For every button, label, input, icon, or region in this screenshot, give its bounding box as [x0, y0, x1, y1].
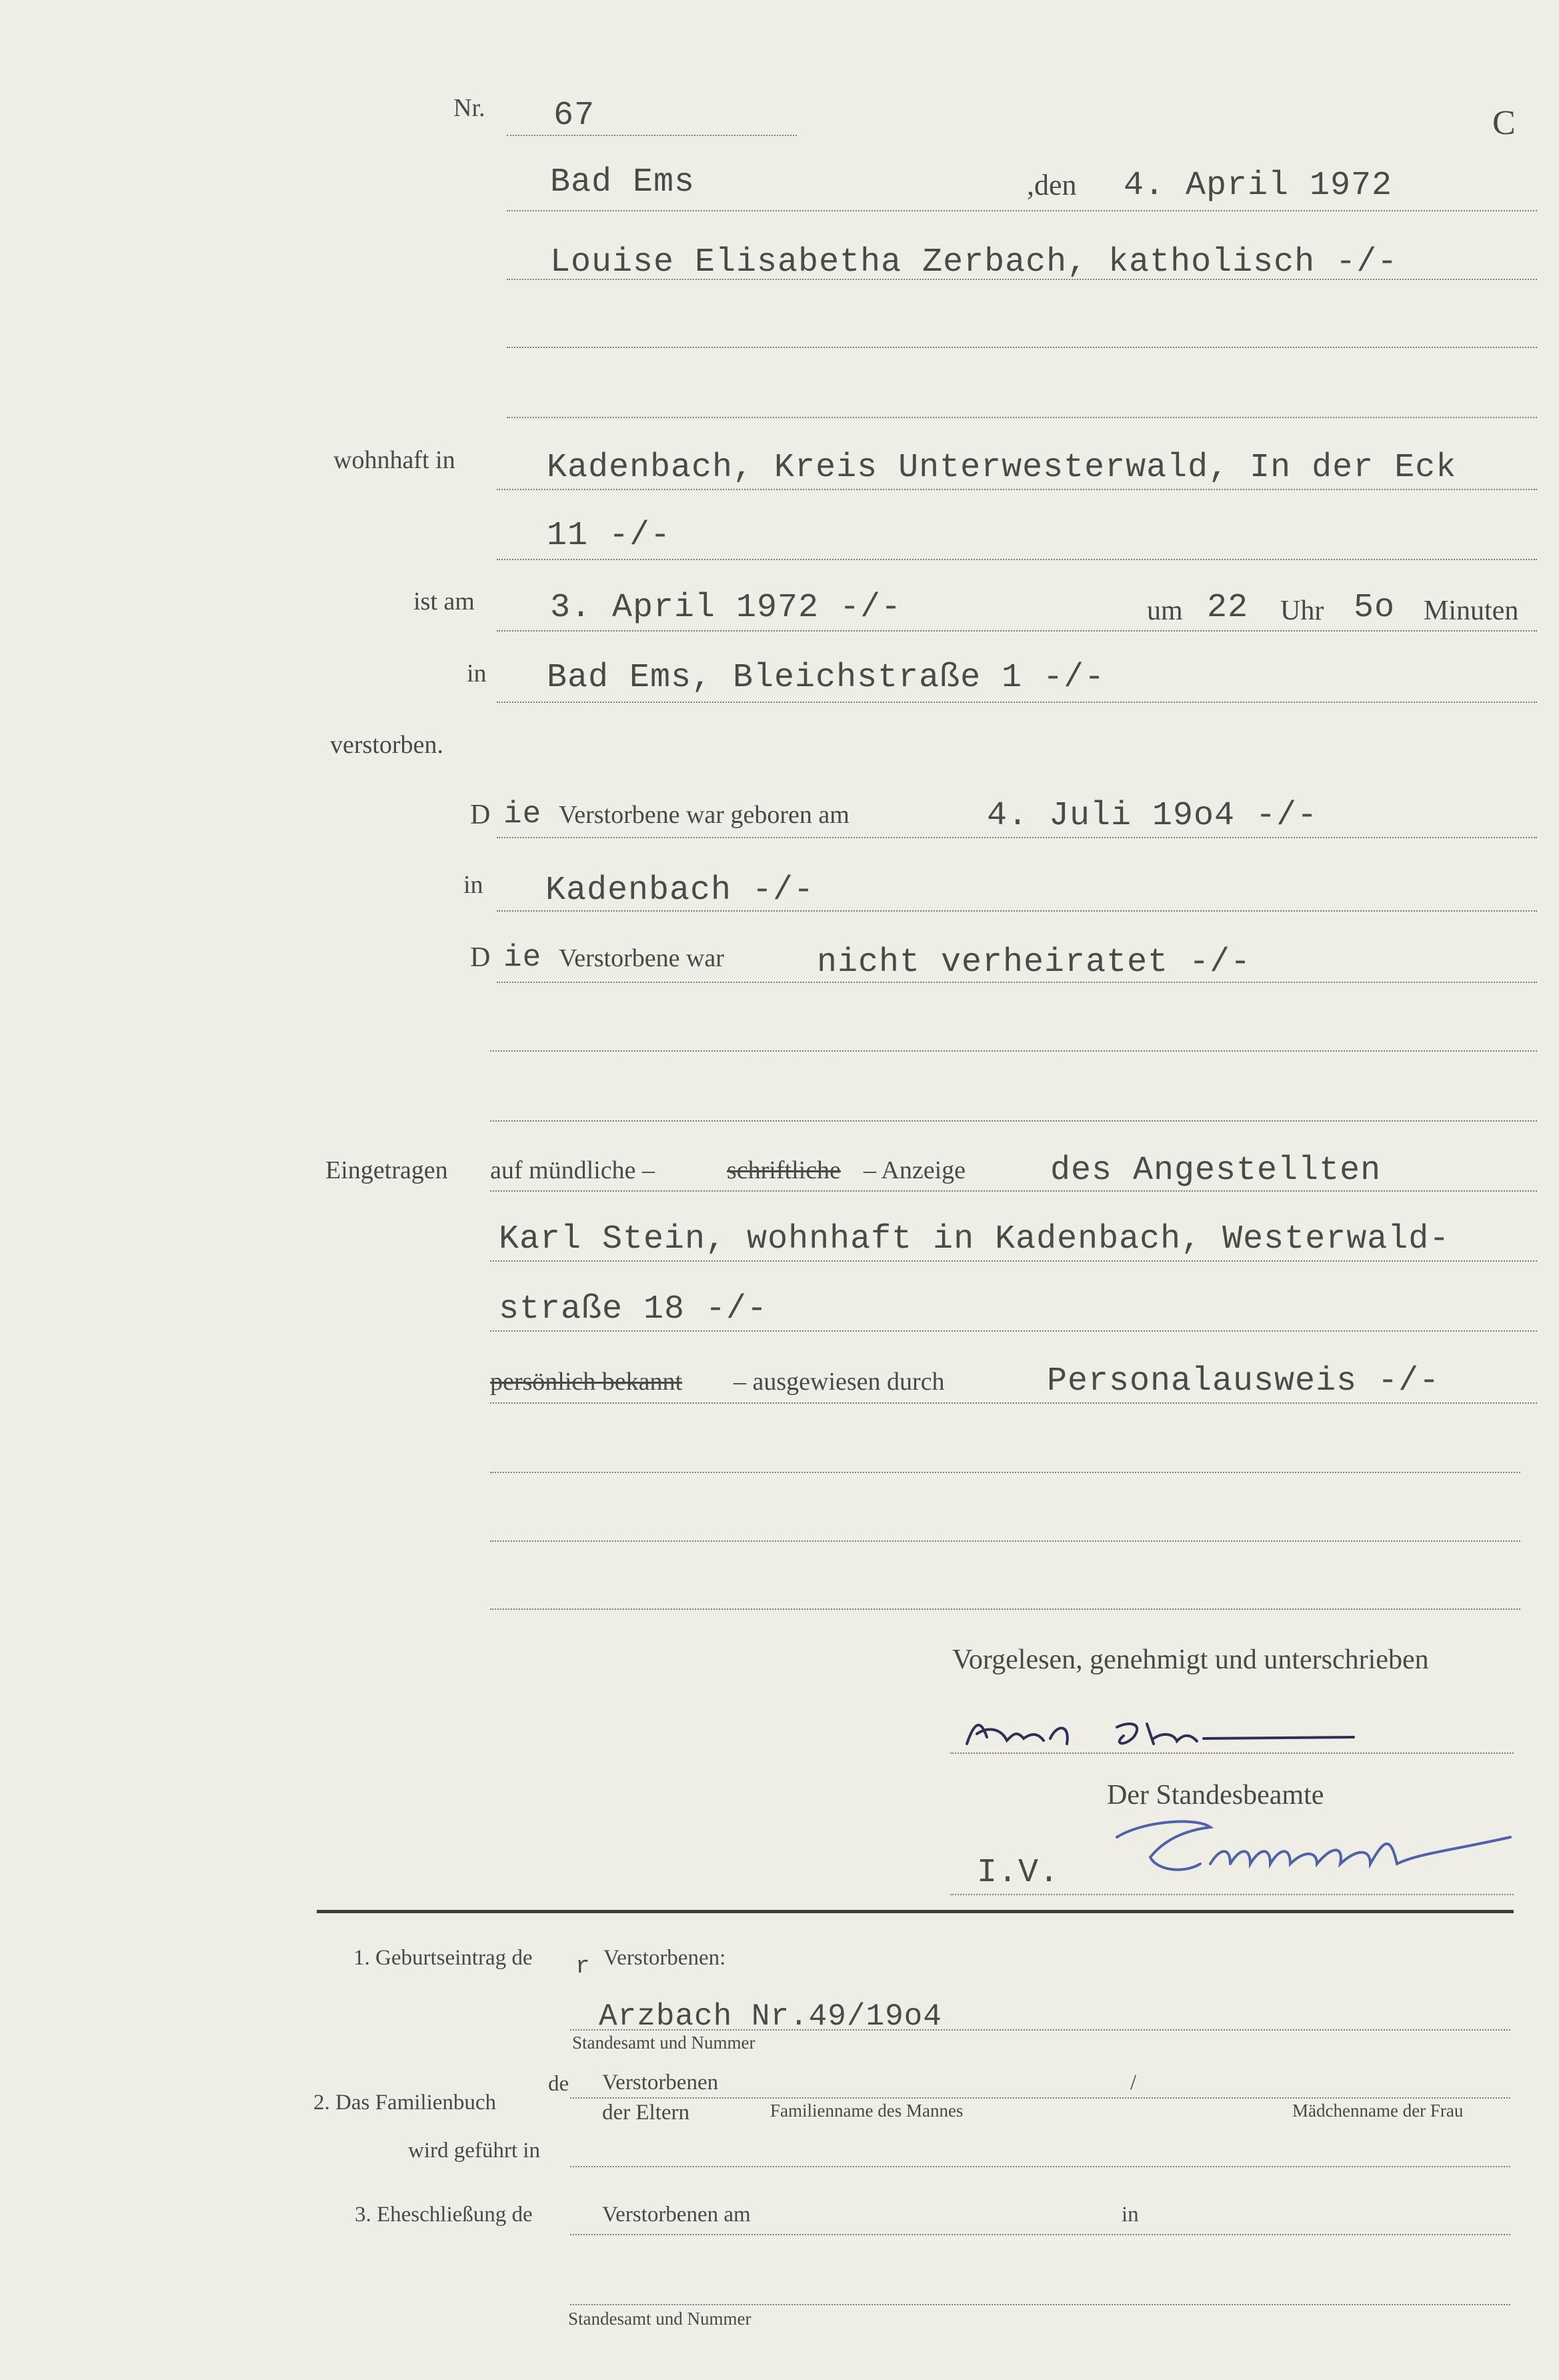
informant-signature-line	[950, 1752, 1514, 1754]
informant-street: straße 18 -/-	[499, 1290, 768, 1328]
wife-maiden-name-caption: Mädchenname der Frau	[1292, 2101, 1464, 2121]
death-hour: 22	[1207, 589, 1249, 627]
blank-line-4	[490, 1120, 1537, 1122]
death-date-underline	[497, 630, 1537, 632]
residence-underline-2	[497, 559, 1537, 560]
blank-line-6	[490, 1540, 1520, 1542]
marital-label-ie: ie	[503, 940, 542, 975]
official-signature	[1104, 1801, 1530, 1901]
official-label: Der Standesbeamte	[1107, 1780, 1324, 1811]
name-underline	[507, 279, 1537, 280]
footer-item2-gefuehrt: wird geführt in	[408, 2139, 540, 2163]
birth-date-underline	[497, 837, 1537, 838]
blank-line-2	[507, 417, 1537, 418]
registration-underline-2	[490, 1260, 1537, 1262]
marital-label-rest: Verstorbene war	[559, 944, 724, 972]
footer-item2-slash: /	[1130, 2071, 1137, 2095]
informant-role: des Angestellten	[1050, 1152, 1382, 1190]
official-signature-line	[950, 1894, 1514, 1895]
residence-underline-1	[497, 489, 1537, 490]
death-place: Bad Ems, Bleichstraße 1 -/-	[547, 659, 1106, 697]
marriage-underline	[570, 2234, 1510, 2235]
death-date: 3. April 1972 -/-	[550, 589, 902, 627]
anzeige-label: – Anzeige	[864, 1156, 966, 1184]
marital-underline	[497, 982, 1537, 983]
marital-label-d: D	[470, 942, 491, 973]
footer-item3-rest: Verstorbenen am	[602, 2203, 751, 2227]
closing-statement: Vorgelesen, genehmigt und unterschrieben	[952, 1644, 1429, 1675]
marriage-record-underline	[570, 2304, 1510, 2305]
record-number: 67	[553, 97, 595, 135]
standesamt-nummer-caption-1: Standesamt und Nummer	[572, 2033, 755, 2053]
birth-record-underline	[570, 2029, 1510, 2031]
birth-record-reference: Arzbach Nr.49/19o4	[599, 1999, 942, 2034]
form-letter: C	[1492, 104, 1516, 142]
um-label: um	[1147, 596, 1183, 626]
deceased-name: Louise Elisabetha Zerbach, katholisch -/-	[550, 243, 1398, 281]
death-minutes: 5o	[1354, 589, 1396, 627]
registry-date: 4. April 1972	[1124, 167, 1393, 205]
birth-date: 4. Juli 19o4 -/-	[987, 797, 1318, 835]
residence-line-1: Kadenbach, Kreis Unterwesterwald, In der Eck	[547, 449, 1457, 487]
death-place-underline	[497, 702, 1537, 703]
footer-item3-label: 3. Eheschließung de	[355, 2203, 533, 2227]
muendliche-label: auf mündliche –	[490, 1156, 655, 1184]
registration-underline-1	[490, 1190, 1537, 1192]
informant-details: Karl Stein, wohnhaft in Kadenbach, Westerwald-	[499, 1220, 1450, 1258]
blank-line-7	[490, 1608, 1520, 1610]
uhr-label: Uhr	[1280, 596, 1324, 626]
standesamt-nummer-caption-2: Standesamt und Nummer	[568, 2309, 751, 2329]
place-date-underline	[507, 210, 1537, 211]
footer-item1-suffix: r	[575, 1953, 591, 1980]
footer-item2-der-eltern: der Eltern	[602, 2101, 690, 2125]
section-divider	[317, 1910, 1514, 1913]
nr-label: Nr.	[453, 94, 485, 122]
identification-document: Personalausweis -/-	[1047, 1362, 1440, 1400]
registry-place: Bad Ems	[550, 163, 695, 201]
family-book-underline	[570, 2097, 1510, 2099]
informant-signature	[954, 1697, 1374, 1770]
schriftliche-label-struck: schriftliche	[727, 1156, 841, 1184]
birth-label-d: D	[470, 800, 491, 830]
minuten-label: Minuten	[1424, 596, 1519, 626]
birth-place-label: in	[463, 871, 483, 899]
death-place-label: in	[467, 660, 487, 688]
footer-item1-rest: Verstorbenen:	[603, 1946, 726, 1970]
birth-place-underline	[497, 910, 1537, 912]
blank-line-1	[507, 347, 1537, 348]
birth-place: Kadenbach -/-	[545, 872, 815, 910]
id-underline	[490, 1402, 1537, 1404]
verstorben-label: verstorben.	[330, 731, 443, 759]
footer-item2-de: de	[548, 2072, 569, 2096]
eingetragen-label: Eingetragen	[325, 1156, 448, 1184]
blank-line-3	[490, 1050, 1537, 1052]
residence-line-2: 11 -/-	[547, 517, 671, 555]
death-date-label: ist am	[413, 587, 475, 616]
footer-item1-label: 1. Geburtseintrag de	[353, 1946, 533, 1970]
den-label: ,den	[1027, 169, 1077, 201]
iv-label: I.V.	[977, 1854, 1060, 1892]
marital-status: nicht verheiratet -/-	[817, 944, 1252, 982]
ausgewiesen-label: – ausgewiesen durch	[733, 1368, 945, 1396]
residence-label: wohnhaft in	[333, 446, 455, 474]
family-book-location-underline	[570, 2166, 1510, 2167]
registration-underline-3	[490, 1330, 1537, 1332]
birth-label-ie: ie	[503, 797, 542, 832]
footer-item2-verstorbenen: Verstorbenen	[602, 2071, 719, 2095]
bekannt-label-struck: persönlich bekannt	[490, 1368, 683, 1396]
husband-surname-caption: Familienname des Mannes	[770, 2101, 964, 2121]
birth-label-rest: Verstorbene war geboren am	[559, 801, 850, 829]
footer-item2-label: 2. Das Familienbuch	[313, 2091, 497, 2115]
nr-underline	[507, 135, 797, 136]
blank-line-5	[490, 1472, 1520, 1473]
footer-item3-in: in	[1122, 2203, 1139, 2227]
